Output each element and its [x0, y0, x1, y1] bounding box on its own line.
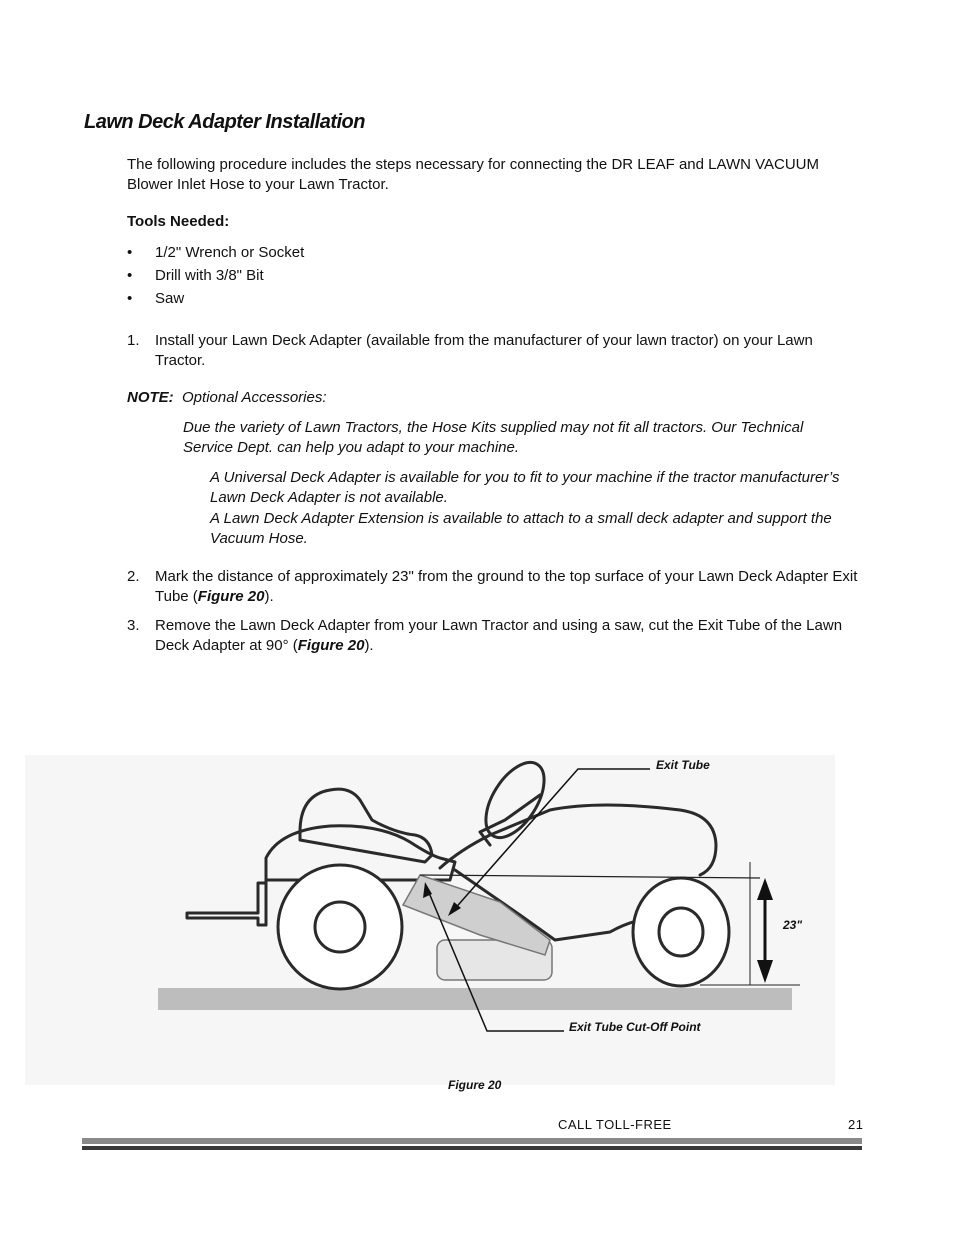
accessory-extension: A Lawn Deck Adapter Extension is available to attach to a small deck adapter and support the Vacuum Hose. — [210, 510, 832, 547]
step-1 — [127, 331, 859, 371]
figure-reference: Figure 20 — [297, 637, 365, 654]
tools-needed-label: Tools Needed: — [127, 213, 230, 230]
note-label: NOTE: — [127, 389, 174, 406]
exit-tube-label: Exit Tube — [656, 758, 710, 772]
footer-call-toll-free: CALL TOLL-FREE — [558, 1117, 672, 1132]
cutoff-point-label: Exit Tube Cut-Off Point — [569, 1020, 701, 1034]
ground-strip — [158, 988, 792, 1010]
height-23-label: 23" — [783, 918, 803, 932]
footer-rule-dark — [82, 1146, 862, 1150]
page-title: Lawn Deck Adapter Installation — [84, 111, 365, 133]
footer-rule — [82, 1138, 862, 1144]
intro-paragraph: The following procedure includes the steps necessary for connecting the DR LEAF and LAWN VACUUM Blower Inlet Hose to your Lawn Tractor. — [127, 156, 819, 193]
page-number: 21 — [848, 1117, 864, 1132]
figure-20-tractor-illustration — [0, 740, 954, 1100]
step-number: 3. — [127, 617, 140, 634]
figure-reference: Figure 20 — [197, 588, 265, 605]
tool-item: • Saw — [127, 287, 304, 310]
step-3 — [127, 616, 859, 656]
step-text: Remove the Lawn Deck Adapter from your Lawn Tractor and using a saw, cut the Exit Tube of the Lawn Deck Adapter at 90° (Figure 20). — [155, 617, 843, 654]
note-heading — [127, 389, 327, 406]
accessory-universal-adapter: A Universal Deck Adapter is available for you to fit to your machine if the tractor manufacturer’s Lawn Deck Adapter is not available. — [210, 469, 840, 506]
step-number: 2. — [127, 568, 140, 585]
note-title: Optional Accessories: — [182, 389, 327, 406]
note-body: Due the variety of Lawn Tractors, the Hose Kits supplied may not fit all tractors. Our Technical Service Dept. can help you adapt to your machine. — [183, 419, 804, 456]
step-text: Install your Lawn Deck Adapter (available from the manufacturer of your lawn tractor) on your Lawn Tractor. — [155, 332, 813, 369]
figure-caption: Figure 20 — [448, 1078, 502, 1092]
step-2 — [127, 567, 859, 607]
tool-item: • Drill with 3/8" Bit — [127, 264, 304, 287]
step-number: 1. — [127, 332, 140, 349]
tools-list — [127, 241, 304, 310]
step-text: Mark the distance of approximately 23" from the ground to the top surface of your Lawn Deck Adapter Exit Tube (Figure 20). — [155, 568, 858, 605]
tool-item: • 1/2" Wrench or Socket — [127, 241, 304, 264]
